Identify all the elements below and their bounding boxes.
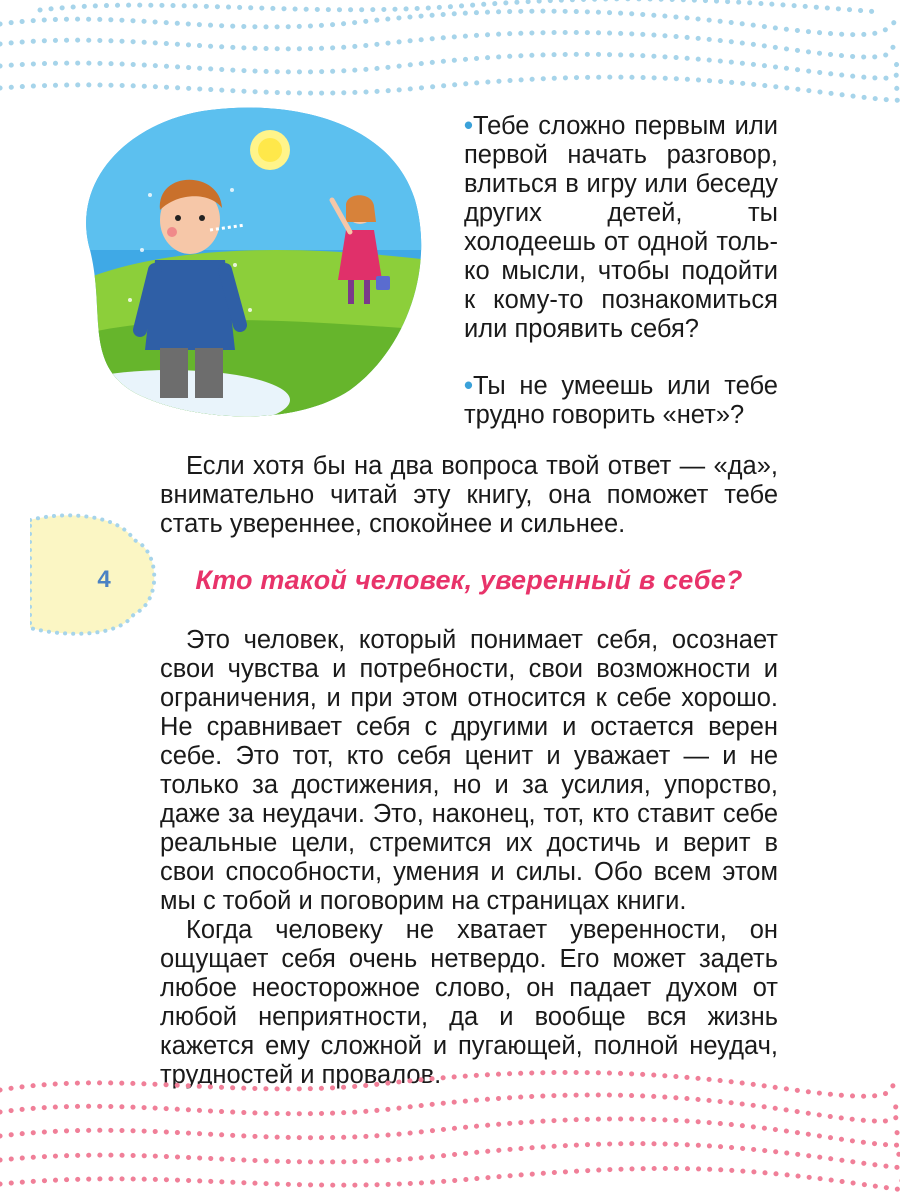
section-heading: Кто такой человек, уверенный в себе? bbox=[195, 565, 743, 595]
bottom-dotted-wave-decoration bbox=[0, 1060, 900, 1200]
bullet-marker: • bbox=[464, 112, 473, 140]
intro-paragraph: Если хотя бы на два вопроса твой ответ — «да», внимательно читай эту книгу, она поможет тебе стать увереннее, спокойнее и сильнее. bbox=[160, 452, 778, 538]
boy-and-girl-illustration bbox=[60, 100, 430, 420]
bullet-marker: • bbox=[464, 372, 473, 400]
body-paragraph-1: Это человек, который понимает себя, осознает свои чувства и потребности, свои возможности и ограничения, и при этом относится к себе хорошо. Не сравнивает себя с другими и остается верен себе. Это тот, кто себя ценит и уважает — и не только за достижения, но и за усилия, упорство, даже за неудачи. Это, наконец, тот, кто ставит себе реальные цели, стремится их достичь и верит в свои способности, умения и силы. Обо всем этом мы с тобой и поговорим на страницах книги. bbox=[160, 626, 778, 915]
bullet-question-1 bbox=[464, 112, 778, 344]
body-paragraph-2: Когда человеку не хватает уверенности, он ощущает себя очень нетвердо. Его может задеть любое неосторожное слово, он падает духом от любой неприятности, да и вообще вся жизнь кажется ему сложной и пугающей, полной неудач, трудностей и провалов. bbox=[160, 916, 778, 1089]
top-dotted-wave-decoration bbox=[0, 0, 900, 110]
bullet-question-2 bbox=[464, 372, 778, 430]
page-number: 4 bbox=[97, 566, 111, 593]
bullet-text: Тебе сложно первым или первой начать разговор, влиться в игру или беседу других детей, ты холодеешь от одной только мысли, чтобы подойти к кому-то познакомиться или проявить себя? bbox=[464, 112, 778, 343]
bullet-text: Ты не умеешь или тебе трудно говорить «нет»? bbox=[464, 372, 778, 429]
body-text bbox=[160, 626, 778, 1090]
